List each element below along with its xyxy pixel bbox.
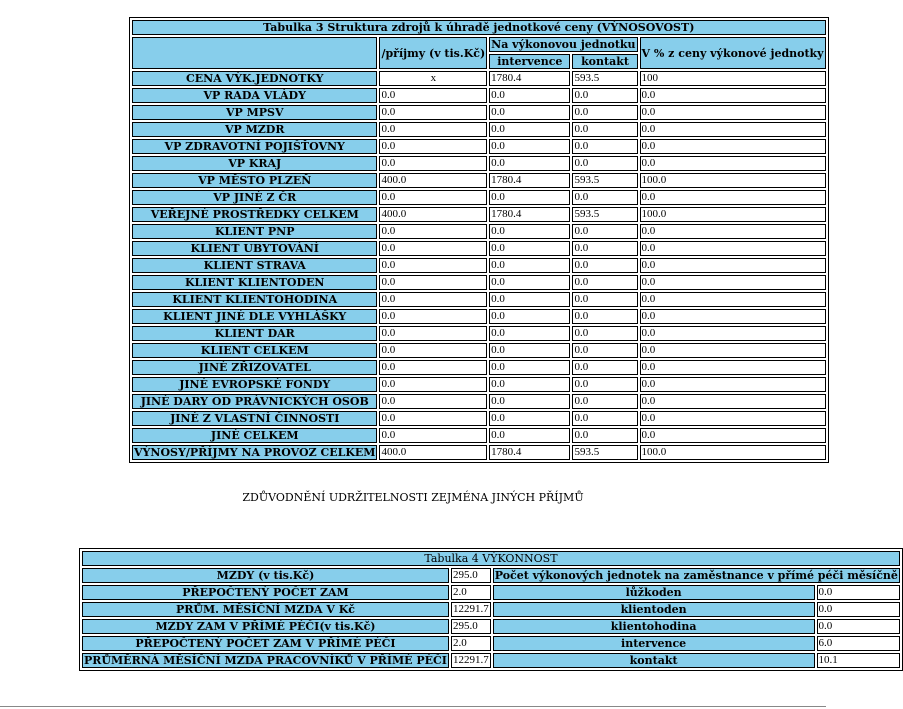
cell-prijmy: 0.0 bbox=[379, 377, 487, 392]
cell-value: 12291.7 bbox=[452, 603, 489, 615]
cell-value: 295.0 bbox=[451, 619, 491, 634]
row-label: JINÉ CELKEM bbox=[132, 428, 377, 443]
cell-prijmy: 0.0 bbox=[379, 326, 487, 341]
table-3-title: Tabulka 3 Struktura zdrojů k úhradě jednotkové ceny (VÝNOSOVOST) bbox=[132, 20, 826, 35]
cell-kontakt: 0.0 bbox=[572, 428, 637, 443]
row-label: KLIENT JINÉ DLE VYHLÁŠKY bbox=[132, 309, 377, 324]
row-label: KLIENT KLIENTODEN bbox=[132, 275, 377, 290]
cell-kontakt: 0.0 bbox=[572, 326, 637, 341]
row-label: MZDY ZAM V PŘÍMÉ PÉČI(v tis.Kč) bbox=[82, 619, 449, 634]
cell-kontakt: 593.5 bbox=[572, 173, 637, 188]
cell-prijmy: 0.0 bbox=[379, 258, 487, 273]
cell-percent: 0.0 bbox=[640, 241, 826, 256]
table-row bbox=[132, 224, 826, 239]
cell-prijmy: 0.0 bbox=[379, 360, 487, 375]
cell-intervence: 0.0 bbox=[489, 411, 570, 426]
table-row bbox=[132, 394, 826, 409]
cell-percent: 0.0 bbox=[640, 88, 826, 103]
row-label: PRŮM. MĚSÍČNÍ MZDA V Kč bbox=[82, 602, 449, 617]
cell-prijmy: 0.0 bbox=[379, 275, 487, 290]
row-label: VÝNOSY/PŘÍJMY NA PROVOZ CELKEM bbox=[134, 446, 376, 459]
cell-percent: 0.0 bbox=[640, 292, 826, 307]
cell-prijmy: 400.0 bbox=[379, 207, 487, 222]
table-row bbox=[132, 445, 826, 460]
table-row bbox=[82, 602, 900, 617]
cell-kontakt: 0.0 bbox=[572, 394, 637, 409]
cell-prijmy: 0.0 bbox=[379, 292, 487, 307]
cell-kontakt: 593.5 bbox=[572, 445, 637, 460]
table-row bbox=[82, 619, 900, 634]
cell-percent: 0.0 bbox=[640, 105, 826, 120]
row-label: JINÉ Z VLASTNÍ ČINNOSTI bbox=[132, 411, 377, 426]
table-4-body bbox=[82, 585, 900, 668]
row-label: KLIENT DAR bbox=[132, 326, 377, 341]
unit-label: klientoden bbox=[493, 602, 815, 617]
table-row bbox=[132, 411, 826, 426]
cell-prijmy: 0.0 bbox=[379, 309, 487, 324]
cell-value: 2.0 bbox=[451, 585, 491, 600]
cell-kontakt: 0.0 bbox=[572, 224, 637, 239]
table-row bbox=[132, 122, 826, 137]
cell-kontakt: 0.0 bbox=[572, 156, 637, 171]
table-4-title: Tabulka 4 VÝKONNOST bbox=[82, 551, 900, 566]
cell-prijmy: x bbox=[379, 71, 487, 86]
cell-intervence: 0.0 bbox=[489, 105, 570, 120]
cell-prijmy: 0.0 bbox=[379, 241, 487, 256]
row-label: CENA VÝK.JEDNOTKY bbox=[132, 71, 377, 86]
cell-percent: 0.0 bbox=[640, 411, 826, 426]
cell-kontakt: 0.0 bbox=[572, 139, 637, 154]
cell-kontakt: 593.5 bbox=[572, 71, 637, 86]
cell-intervence: 0.0 bbox=[489, 292, 570, 307]
cell-intervence: 0.0 bbox=[489, 377, 570, 392]
unit-value: 0.0 bbox=[817, 602, 900, 617]
table-row bbox=[132, 173, 826, 188]
cell-kontakt: 0.0 bbox=[572, 343, 637, 358]
cell-percent: 0.0 bbox=[640, 258, 826, 273]
cell-prijmy: 0.0 bbox=[379, 88, 487, 103]
cell-value: 2.0 bbox=[451, 636, 491, 651]
cell-prijmy: 0.0 bbox=[379, 122, 487, 137]
unit-value: 0.0 bbox=[817, 619, 900, 634]
table-row bbox=[132, 156, 826, 171]
row-label: JINÉ EVROPSKÉ FONDY bbox=[132, 377, 377, 392]
cell-kontakt: 0.0 bbox=[572, 241, 637, 256]
table-row bbox=[132, 207, 826, 222]
col-percent-header: V % z ceny výkonové jednotky bbox=[640, 37, 826, 69]
cell-kontakt: 0.0 bbox=[572, 411, 637, 426]
cell-percent: 100.0 bbox=[640, 445, 826, 460]
cell-percent: 100 bbox=[640, 71, 826, 86]
row-label: JINÉ DARY OD PRÁVNICKÝCH OSOB bbox=[132, 394, 377, 409]
table-row bbox=[132, 105, 826, 120]
cell-percent: 0.0 bbox=[640, 377, 826, 392]
mzdy-label: MZDY (v tis.Kč) bbox=[82, 568, 449, 583]
table-3-corner bbox=[132, 37, 377, 69]
unit-label: lůžkoden bbox=[493, 585, 815, 600]
table-row bbox=[82, 653, 900, 668]
cell-percent: 0.0 bbox=[640, 156, 826, 171]
mzdy-value: 295.0 bbox=[451, 568, 491, 583]
cell-percent: 0.0 bbox=[640, 394, 826, 409]
cell-intervence: 0.0 bbox=[489, 343, 570, 358]
cell-intervence: 0.0 bbox=[489, 88, 570, 103]
row-label: VP KRAJ bbox=[132, 156, 377, 171]
cell-percent: 0.0 bbox=[640, 428, 826, 443]
cell-intervence: 0.0 bbox=[489, 156, 570, 171]
cell-kontakt: 593.5 bbox=[572, 207, 637, 222]
cell-percent: 100.0 bbox=[640, 207, 826, 222]
table-row bbox=[132, 241, 826, 256]
row-label: KLIENT UBYTOVÁNÍ bbox=[132, 241, 377, 256]
row-label: PRŮMĚRNÁ MĚSÍČNÍ MZDA PRACOVNÍKŮ V PŘÍMÉ PÉČI bbox=[84, 654, 447, 667]
table-row bbox=[132, 343, 826, 358]
unit-value: 6.0 bbox=[817, 636, 900, 651]
cell-prijmy: 0.0 bbox=[379, 394, 487, 409]
cell-kontakt: 0.0 bbox=[572, 275, 637, 290]
cell-percent: 0.0 bbox=[640, 326, 826, 341]
table-row bbox=[132, 258, 826, 273]
table-row bbox=[132, 88, 826, 103]
cell-kontakt: 0.0 bbox=[572, 360, 637, 375]
row-label: JINÉ ZŘIZOVATEL bbox=[132, 360, 377, 375]
cell-percent: 0.0 bbox=[640, 122, 826, 137]
row-label: VP JINÉ Z ČR bbox=[132, 190, 377, 205]
cell-intervence: 0.0 bbox=[489, 122, 570, 137]
cell-percent: 0.0 bbox=[640, 139, 826, 154]
cell-kontakt: 0.0 bbox=[572, 105, 637, 120]
unit-label: klientohodina bbox=[493, 619, 815, 634]
cell-intervence: 0.0 bbox=[489, 139, 570, 154]
cell-percent: 0.0 bbox=[640, 224, 826, 239]
table-3-vynosovost bbox=[129, 17, 829, 463]
table-row bbox=[132, 428, 826, 443]
unit-value: 10.1 bbox=[817, 653, 900, 668]
cell-intervence: 0.0 bbox=[489, 394, 570, 409]
cell-percent: 0.0 bbox=[640, 343, 826, 358]
cell-kontakt: 0.0 bbox=[572, 258, 637, 273]
cell-intervence: 0.0 bbox=[489, 224, 570, 239]
table-row bbox=[132, 71, 826, 86]
cell-percent: 0.0 bbox=[640, 360, 826, 375]
cell-prijmy: 0.0 bbox=[379, 156, 487, 171]
right-header: Počet výkonových jednotek na zaměstnance v přímé péči měsíčně bbox=[494, 569, 898, 582]
cell-kontakt: 0.0 bbox=[572, 292, 637, 307]
col-kontakt-header: kontakt bbox=[572, 54, 637, 69]
row-label: VP MZDR bbox=[132, 122, 377, 137]
table-row bbox=[82, 636, 900, 651]
row-label: KLIENT KLIENTOHODINA bbox=[132, 292, 377, 307]
table-row bbox=[132, 360, 826, 375]
row-label: KLIENT PNP bbox=[132, 224, 377, 239]
col-prijmy-header: /příjmy (v tis.Kč) bbox=[379, 37, 487, 69]
cell-prijmy: 400.0 bbox=[379, 173, 487, 188]
row-label: KLIENT STRAVA bbox=[132, 258, 377, 273]
cell-prijmy: 0.0 bbox=[379, 139, 487, 154]
cell-intervence: 0.0 bbox=[489, 258, 570, 273]
row-label: KLIENT CELKEM bbox=[132, 343, 377, 358]
row-label: VP MĚSTO PLZEŇ bbox=[132, 173, 377, 188]
table-row bbox=[132, 292, 826, 307]
table-3-body bbox=[132, 71, 826, 460]
bottom-divider bbox=[0, 706, 826, 707]
cell-kontakt: 0.0 bbox=[572, 122, 637, 137]
cell-intervence: 0.0 bbox=[489, 275, 570, 290]
cell-intervence: 1780.4 bbox=[489, 207, 570, 222]
cell-intervence: 0.0 bbox=[489, 241, 570, 256]
table-row bbox=[82, 585, 900, 600]
table-4-vykonnost bbox=[79, 548, 903, 671]
cell-kontakt: 0.0 bbox=[572, 377, 637, 392]
row-label: VP ZDRAVOTNÍ POJIŠŤOVNY bbox=[132, 139, 377, 154]
cell-intervence: 0.0 bbox=[489, 190, 570, 205]
cell-intervence: 1780.4 bbox=[489, 445, 570, 460]
cell-intervence: 0.0 bbox=[489, 360, 570, 375]
col-intervence-header: intervence bbox=[489, 54, 570, 69]
cell-percent: 0.0 bbox=[640, 190, 826, 205]
note-text: ZDŮVODNĚNÍ UDRŽITELNOSTI ZEJMÉNA JINÝCH PŘÍJMŮ bbox=[242, 491, 584, 504]
cell-intervence: 1780.4 bbox=[489, 173, 570, 188]
row-label: VP RADA VLÁDY bbox=[132, 88, 377, 103]
row-label: VEŘEJNÉ PROSTŘEDKY CELKEM bbox=[132, 207, 377, 222]
unit-label: kontakt bbox=[493, 653, 815, 668]
row-label: VP MPSV bbox=[132, 105, 377, 120]
table-row bbox=[132, 190, 826, 205]
cell-percent: 100.0 bbox=[640, 173, 826, 188]
cell-prijmy: 0.0 bbox=[379, 190, 487, 205]
unit-value: 0.0 bbox=[817, 585, 900, 600]
row-label: PŘEPOČTENÝ POČET ZAM bbox=[82, 585, 449, 600]
col-group-header: Na výkonovou jednotku bbox=[491, 38, 636, 51]
row-label: PŘEPOČTENÝ POČET ZAM V PŘÍMÉ PÉČI bbox=[82, 636, 449, 651]
cell-value: 12291.7 bbox=[452, 654, 489, 666]
table-row bbox=[132, 309, 826, 324]
table-row bbox=[132, 377, 826, 392]
cell-prijmy: 0.0 bbox=[379, 105, 487, 120]
cell-prijmy: 400.0 bbox=[379, 445, 487, 460]
cell-kontakt: 0.0 bbox=[572, 88, 637, 103]
table-row bbox=[132, 275, 826, 290]
cell-intervence: 0.0 bbox=[489, 428, 570, 443]
cell-percent: 0.0 bbox=[640, 275, 826, 290]
cell-kontakt: 0.0 bbox=[572, 190, 637, 205]
cell-intervence: 0.0 bbox=[489, 309, 570, 324]
cell-percent: 0.0 bbox=[640, 309, 826, 324]
cell-prijmy: 0.0 bbox=[379, 428, 487, 443]
unit-label: intervence bbox=[493, 636, 815, 651]
table-row bbox=[132, 139, 826, 154]
cell-prijmy: 0.0 bbox=[379, 224, 487, 239]
cell-intervence: 1780.4 bbox=[489, 71, 570, 86]
table-row bbox=[132, 326, 826, 341]
cell-prijmy: 0.0 bbox=[379, 343, 487, 358]
cell-prijmy: 0.0 bbox=[379, 411, 487, 426]
cell-intervence: 0.0 bbox=[489, 326, 570, 341]
cell-kontakt: 0.0 bbox=[572, 309, 637, 324]
